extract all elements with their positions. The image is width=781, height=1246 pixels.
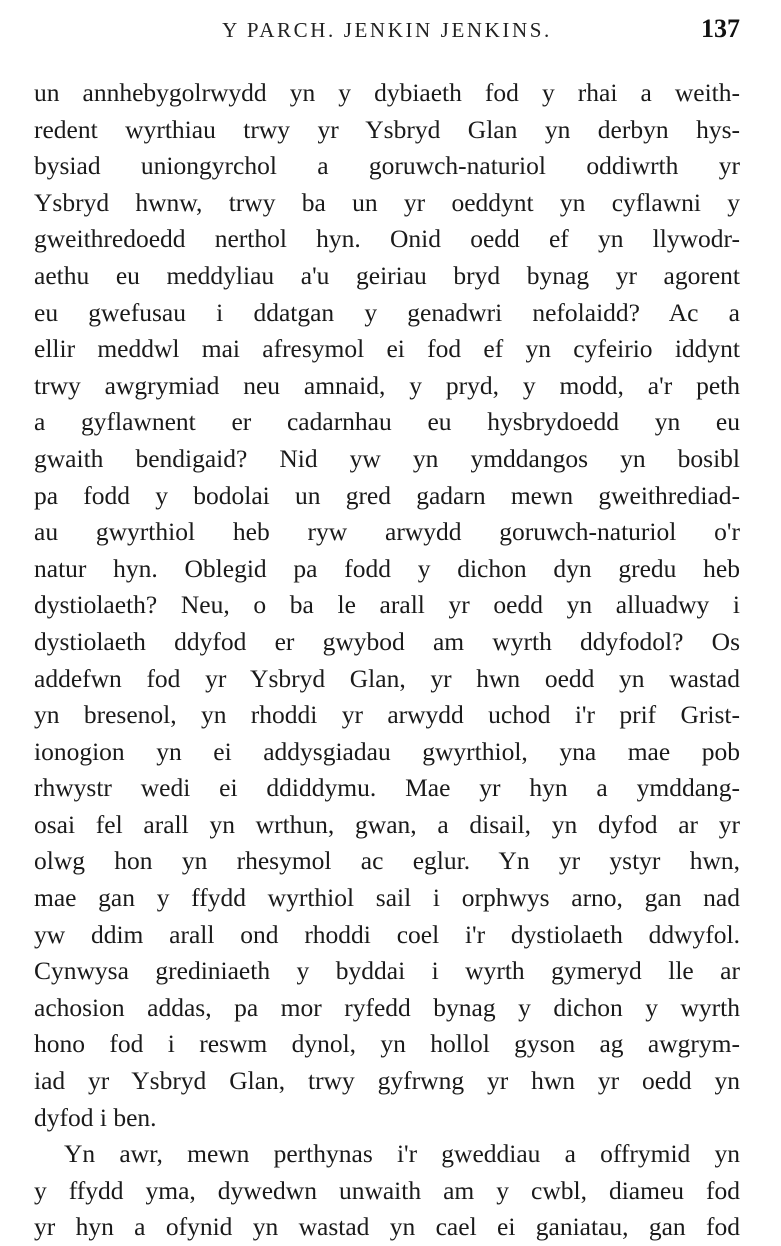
text-line: rhwystr wedi ei ddiddymu. Mae yr hyn a ymddang-	[34, 773, 740, 803]
text-line: a gyflawnent er cadarnhau eu hysbrydoedd yn eu	[34, 407, 740, 437]
running-title: Y PARCH. JENKIN JENKINS.	[222, 18, 552, 42]
text-line: Yn awr, mewn perthynas i'r gweddiau a offrymid yn	[64, 1139, 740, 1169]
text-line: natur hyn. Oblegid pa fodd y dichon dyn gredu heb	[34, 553, 740, 583]
text-line: dystiolaeth? Neu, o ba le arall yr oedd yn alluadwy i	[34, 590, 740, 620]
text-line: addefwn fod yr Ysbryd Glan, yr hwn oedd yn wastad	[34, 663, 740, 693]
body-text	[34, 75, 740, 1246]
running-head	[34, 14, 740, 50]
text-line: yr hyn a ofynid yn wastad yn cael ei ganiatau, gan fod	[34, 1212, 740, 1242]
text-line: y ffydd yma, dywedwn unwaith am y cwbl, diameu fod	[34, 1175, 740, 1205]
text-line: yw ddim arall ond rhoddi coel i'r dystiolaeth ddwyfol.	[34, 919, 740, 949]
text-line: gweithredoedd nerthol hyn. Onid oedd ef yn llywodr-	[34, 224, 740, 254]
text-line: ionogion yn ei addysgiadau gwyrthiol, yna mae pob	[34, 736, 740, 766]
text-line: mae gan y ffydd wyrthiol sail i orphwys arno, gan nad	[34, 883, 740, 913]
paragraph	[34, 75, 740, 1136]
text-line: redent wyrthiau trwy yr Ysbryd Glan yn derbyn hys-	[34, 114, 740, 144]
text-line: gwaith bendigaid? Nid yw yn ymddangos yn bosibl	[34, 443, 740, 473]
page-number: 137	[701, 14, 740, 43]
text-line: osai fel arall yn wrthun, gwan, a disail, yn dyfod ar yr	[34, 809, 740, 839]
text-line: ellir meddwl mai afresymol ei fod ef yn cyfeirio iddynt	[34, 334, 740, 364]
text-line: yn bresenol, yn rhoddi yr arwydd uchod i'r prif Grist-	[34, 700, 740, 730]
text-line: achosion addas, pa mor ryfedd bynag y dichon y wyrth	[34, 992, 740, 1022]
text-line: bysiad uniongyrchol a goruwch-naturiol oddiwrth yr	[34, 151, 740, 181]
text-line: trwy awgrymiad neu amnaid, y pryd, y modd, a'r peth	[34, 370, 740, 400]
text-line: pa fodd y bodolai un gred gadarn mewn gweithrediad-	[34, 480, 740, 510]
text-line: aethu eu meddyliau a'u geiriau bryd bynag yr agorent	[34, 260, 740, 290]
text-line: olwg hon yn rhesymol ac eglur. Yn yr ystyr hwn,	[34, 846, 740, 876]
text-line: un annhebygolrwydd yn y dybiaeth fod y rhai a weith-	[34, 78, 740, 107]
text-line: iad yr Ysbryd Glan, trwy gyfrwng yr hwn yr oedd yn	[34, 1066, 740, 1096]
text-line: dystiolaeth ddyfod er gwybod am wyrth ddyfodol? Os	[34, 626, 740, 656]
text-line: Ysbryd hwnw, trwy ba un yr oeddynt yn cyflawni y	[34, 187, 740, 217]
paragraph	[34, 1136, 740, 1246]
text-line: hono fod i reswm dynol, yn hollol gyson ag awgrym-	[34, 1029, 740, 1059]
text-line: Cynwysa grediniaeth y byddai i wyrth gymeryd lle ar	[34, 956, 740, 986]
text-line: dyfod i ben.	[34, 1102, 157, 1132]
text-line: au gwyrthiol heb ryw arwydd goruwch-naturiol o'r	[34, 517, 740, 547]
text-line: eu gwefusau i ddatgan y genadwri nefolaidd? Ac a	[34, 297, 740, 327]
